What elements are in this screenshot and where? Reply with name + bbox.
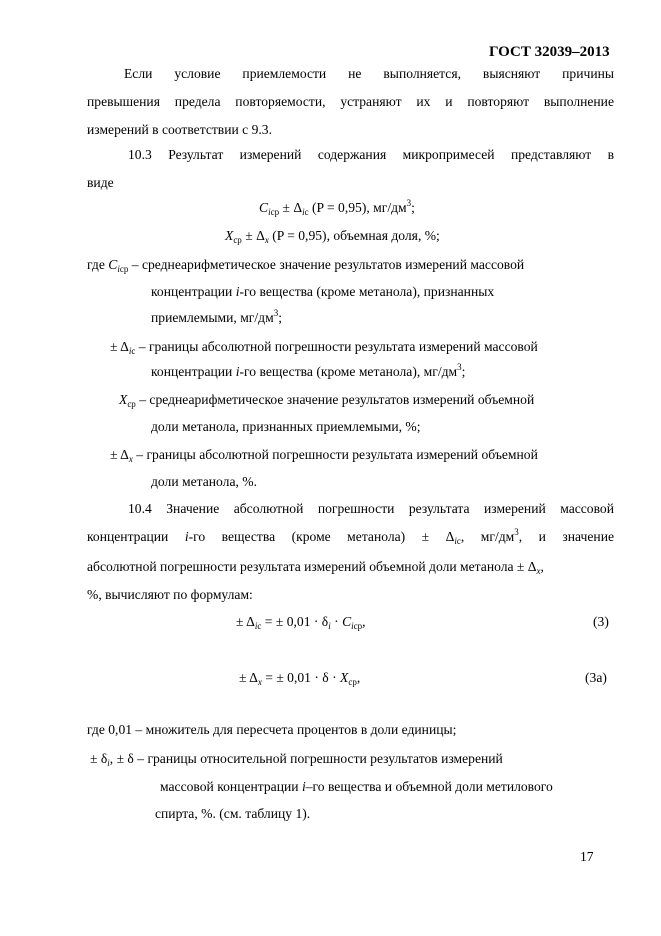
definition-continuation: концентрации i-го вещества (кроме метанола), $мг/дм^3$; <box>151 362 466 379</box>
section-10-3-line: 10.3 Результат измерений содержания микропримесей представляют в <box>128 147 614 162</box>
formula-number: (3) <box>593 614 609 629</box>
definition-factor: где 0,01 – множитель для пересчета процентов в доли единицы; <box>87 722 457 737</box>
paragraph-line: %, вычисляют по формулам: <box>87 587 253 602</box>
paragraph-line: виде <box>87 175 114 190</box>
definition-continuation: доли метанола, признанных приемлемыми, %; <box>151 419 421 434</box>
formula-3: ± $\Delta_{ic}$ = ± $0,01 \cdot \delta_i \cdot C_{iср}$, <box>236 614 366 631</box>
definition-delta-relative: ± $\delta_i$, ± δ – границы относительной погрешности результатов измерений <box>90 751 503 768</box>
equation-mass-concentration: $C_{iср} \pm \Delta_{ic}$ (P = 0,95), $мг/дм^3$; <box>259 198 415 217</box>
paragraph-line: превышения предела повторяемости, устраняют их и повторяют выполнение <box>87 94 614 109</box>
definition-continuation: концентрации i-го вещества (кроме метанола), признанных <box>151 284 495 299</box>
definition-continuation: приемлемыми, $мг/дм^3$; <box>151 308 282 325</box>
document-code: ГОСТ 32039–2013 <box>489 44 610 60</box>
paragraph-line: измерений в соответствии с 9.3. <box>87 122 272 137</box>
section-10-4-line: 10.4 Значение абсолютной погрешности результата измерений массовой <box>128 501 614 516</box>
definition-x-mean: $X_{ср}$ – среднеарифметическое значение результатов измерений объемной <box>119 392 535 409</box>
definition-continuation: массовой концентрации i–го вещества и объемной доли метилового <box>160 779 553 794</box>
definition-delta-x: ± $\Delta_x$ – границы абсолютной погрешности результата измерений объемной <box>110 447 538 464</box>
page-number: 17 <box>580 849 594 864</box>
paragraph-line: Если условие приемлемости не выполняется, выясняют причины <box>124 66 614 81</box>
paragraph-line: концентрации i-го вещества (кроме метанола) ± $\Delta_{ic}$, $мг/дм^3$, и значение <box>87 527 614 546</box>
formula-number: (3а) <box>585 670 607 685</box>
definition-continuation: доли метанола, %. <box>151 474 257 489</box>
formula-3a: ± $\Delta_x$ = ± $0,01 \cdot \delta \cdot X_{ср}$, <box>239 670 361 687</box>
equation-volume-fraction: $X_{ср} \pm \Delta_x$ (P = 0,95), объемная доля, %; <box>225 228 440 245</box>
definition-c-mean: где $C_{iср}$ – среднеарифметическое значение результатов измерений массовой <box>87 257 525 274</box>
paragraph-line: абсолютной погрешности результата измерений объемной доли метанола ± $\Delta_x$, <box>87 559 544 576</box>
definition-continuation: спирта, %. (см. таблицу 1). <box>155 806 311 821</box>
definition-delta-ic: ± $\Delta_{ic}$ – границы абсолютной погрешности результата измерений массовой <box>110 339 538 356</box>
